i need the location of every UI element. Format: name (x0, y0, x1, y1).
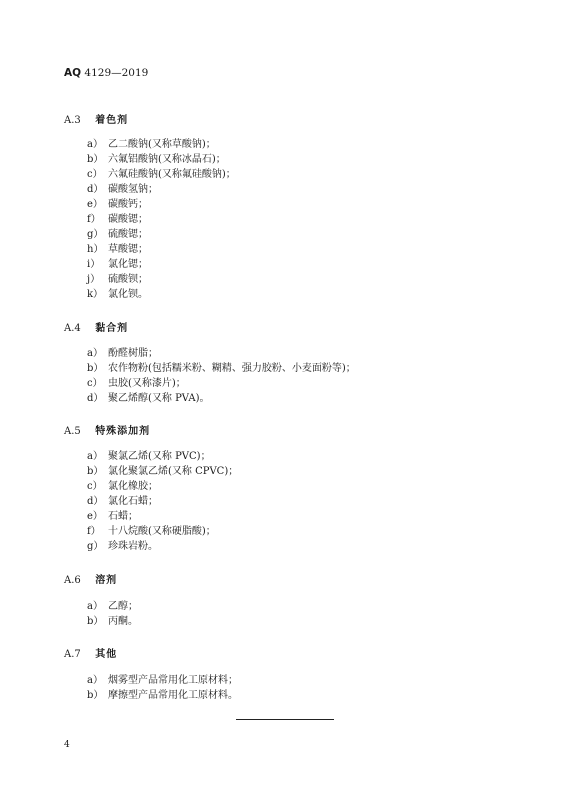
item-label: a） (87, 451, 103, 462)
list-item (87, 242, 236, 257)
section-heading-a5 (64, 422, 150, 437)
item-text: 乙醇； (108, 601, 138, 612)
item-text: 氯化橡胶； (108, 481, 158, 492)
item-text: 碳酸锶； (108, 214, 148, 225)
standard-prefix: AQ (64, 67, 82, 79)
item-text: 氯化聚氯乙烯(又称 CPVC)； (108, 466, 239, 477)
item-text: 六氟硅酸钠(又称氟硅酸钠)； (108, 169, 236, 180)
section-heading-a6 (64, 571, 117, 586)
section-list-a7 (87, 673, 238, 703)
item-label: k） (87, 289, 104, 300)
section-heading-a3 (64, 111, 128, 126)
list-item (87, 494, 238, 509)
item-label: a） (87, 601, 103, 612)
item-label: g） (87, 541, 104, 552)
item-label: a） (87, 675, 103, 686)
item-label: b） (87, 154, 104, 165)
item-label: f） (87, 526, 101, 537)
item-text: 氯化钡。 (108, 289, 148, 300)
item-text: 氯化锶； (108, 259, 148, 270)
section-list-a5 (87, 449, 238, 554)
document-header (64, 67, 148, 79)
item-text: 草酸锶； (108, 244, 148, 255)
item-label: d） (87, 184, 104, 195)
list-item (87, 182, 236, 197)
section-title: 溶剂 (95, 575, 118, 586)
item-label: c） (87, 481, 103, 492)
section-heading-a4 (64, 319, 128, 334)
section-list-a3 (87, 137, 236, 302)
item-text: 摩擦型产品常用化工原材料。 (108, 690, 238, 701)
section-title: 特殊添加剂 (95, 426, 151, 437)
item-label: a） (87, 139, 103, 150)
item-label: b） (87, 466, 104, 477)
list-item (87, 614, 138, 629)
section-heading-a7 (64, 645, 117, 660)
item-text: 丙酮。 (108, 616, 138, 627)
item-text: 氯化石蜡； (108, 496, 158, 507)
item-label: c） (87, 378, 103, 389)
section-number: A.6 (64, 575, 81, 586)
section-title: 其他 (95, 649, 118, 660)
item-text: 乙二酸钠(又称草酸钠)； (108, 139, 216, 150)
item-text: 六氟铝酸钠(又称冰晶石)； (108, 154, 226, 165)
item-text: 烟雾型产品常用化工原材料； (108, 675, 238, 686)
item-label: a） (87, 348, 103, 359)
section-number: A.4 (64, 323, 81, 334)
list-item (87, 212, 236, 227)
list-item (87, 391, 356, 406)
list-item (87, 152, 236, 167)
item-label: e） (87, 511, 103, 522)
section-list-a4 (87, 346, 356, 406)
item-text: 硫酸锶； (108, 229, 148, 240)
item-label: f） (87, 214, 101, 225)
item-label: g） (87, 229, 104, 240)
item-label: b） (87, 363, 104, 374)
list-item (87, 197, 236, 212)
item-text: 硫酸钡； (108, 274, 148, 285)
item-text: 聚乙烯醇(又称 PVA)。 (108, 393, 210, 404)
item-text: 虫胶(又称漆片)； (108, 378, 186, 389)
item-label: i） (87, 259, 101, 270)
list-item (87, 272, 236, 287)
section-number: A.3 (64, 115, 81, 126)
list-item (87, 539, 238, 554)
list-item (87, 376, 356, 391)
list-item (87, 509, 238, 524)
section-title: 黏合剂 (95, 323, 129, 334)
page-number: 4 (64, 740, 70, 750)
list-item (87, 167, 236, 182)
list-item (87, 346, 356, 361)
list-item (87, 524, 238, 539)
item-text: 石蜡； (108, 511, 138, 522)
item-label: c） (87, 169, 103, 180)
item-label: b） (87, 616, 104, 627)
list-item (87, 361, 356, 376)
item-text: 碳酸钙； (108, 199, 148, 210)
list-item (87, 688, 238, 703)
list-item (87, 673, 238, 688)
standard-code: 4129—2019 (84, 67, 149, 79)
list-item (87, 257, 236, 272)
list-item (87, 599, 138, 614)
list-item (87, 227, 236, 242)
item-label: d） (87, 496, 104, 507)
item-label: e） (87, 199, 103, 210)
item-label: b） (87, 690, 104, 701)
item-text: 酚醛树脂； (108, 348, 158, 359)
item-label: j） (87, 274, 101, 285)
list-item (87, 464, 238, 479)
item-text: 聚氯乙烯(又称 PVC)； (108, 451, 211, 462)
item-text: 珍珠岩粉。 (108, 541, 158, 552)
section-number: A.7 (64, 649, 81, 660)
section-title: 着色剂 (95, 115, 129, 126)
item-text: 农作物粉(包括糯米粉、糊精、强力胶粉、小麦面粉等)； (108, 363, 356, 374)
list-item (87, 287, 236, 302)
item-text: 碳酸氢钠； (108, 184, 158, 195)
section-list-a6 (87, 599, 138, 629)
section-number: A.5 (64, 426, 81, 437)
item-label: d） (87, 393, 104, 404)
list-item (87, 479, 238, 494)
item-text: 十八烷酸(又称硬脂酸)； (108, 526, 216, 537)
end-rule (236, 719, 334, 720)
list-item (87, 137, 236, 152)
item-label: h） (87, 244, 104, 255)
list-item (87, 449, 238, 464)
